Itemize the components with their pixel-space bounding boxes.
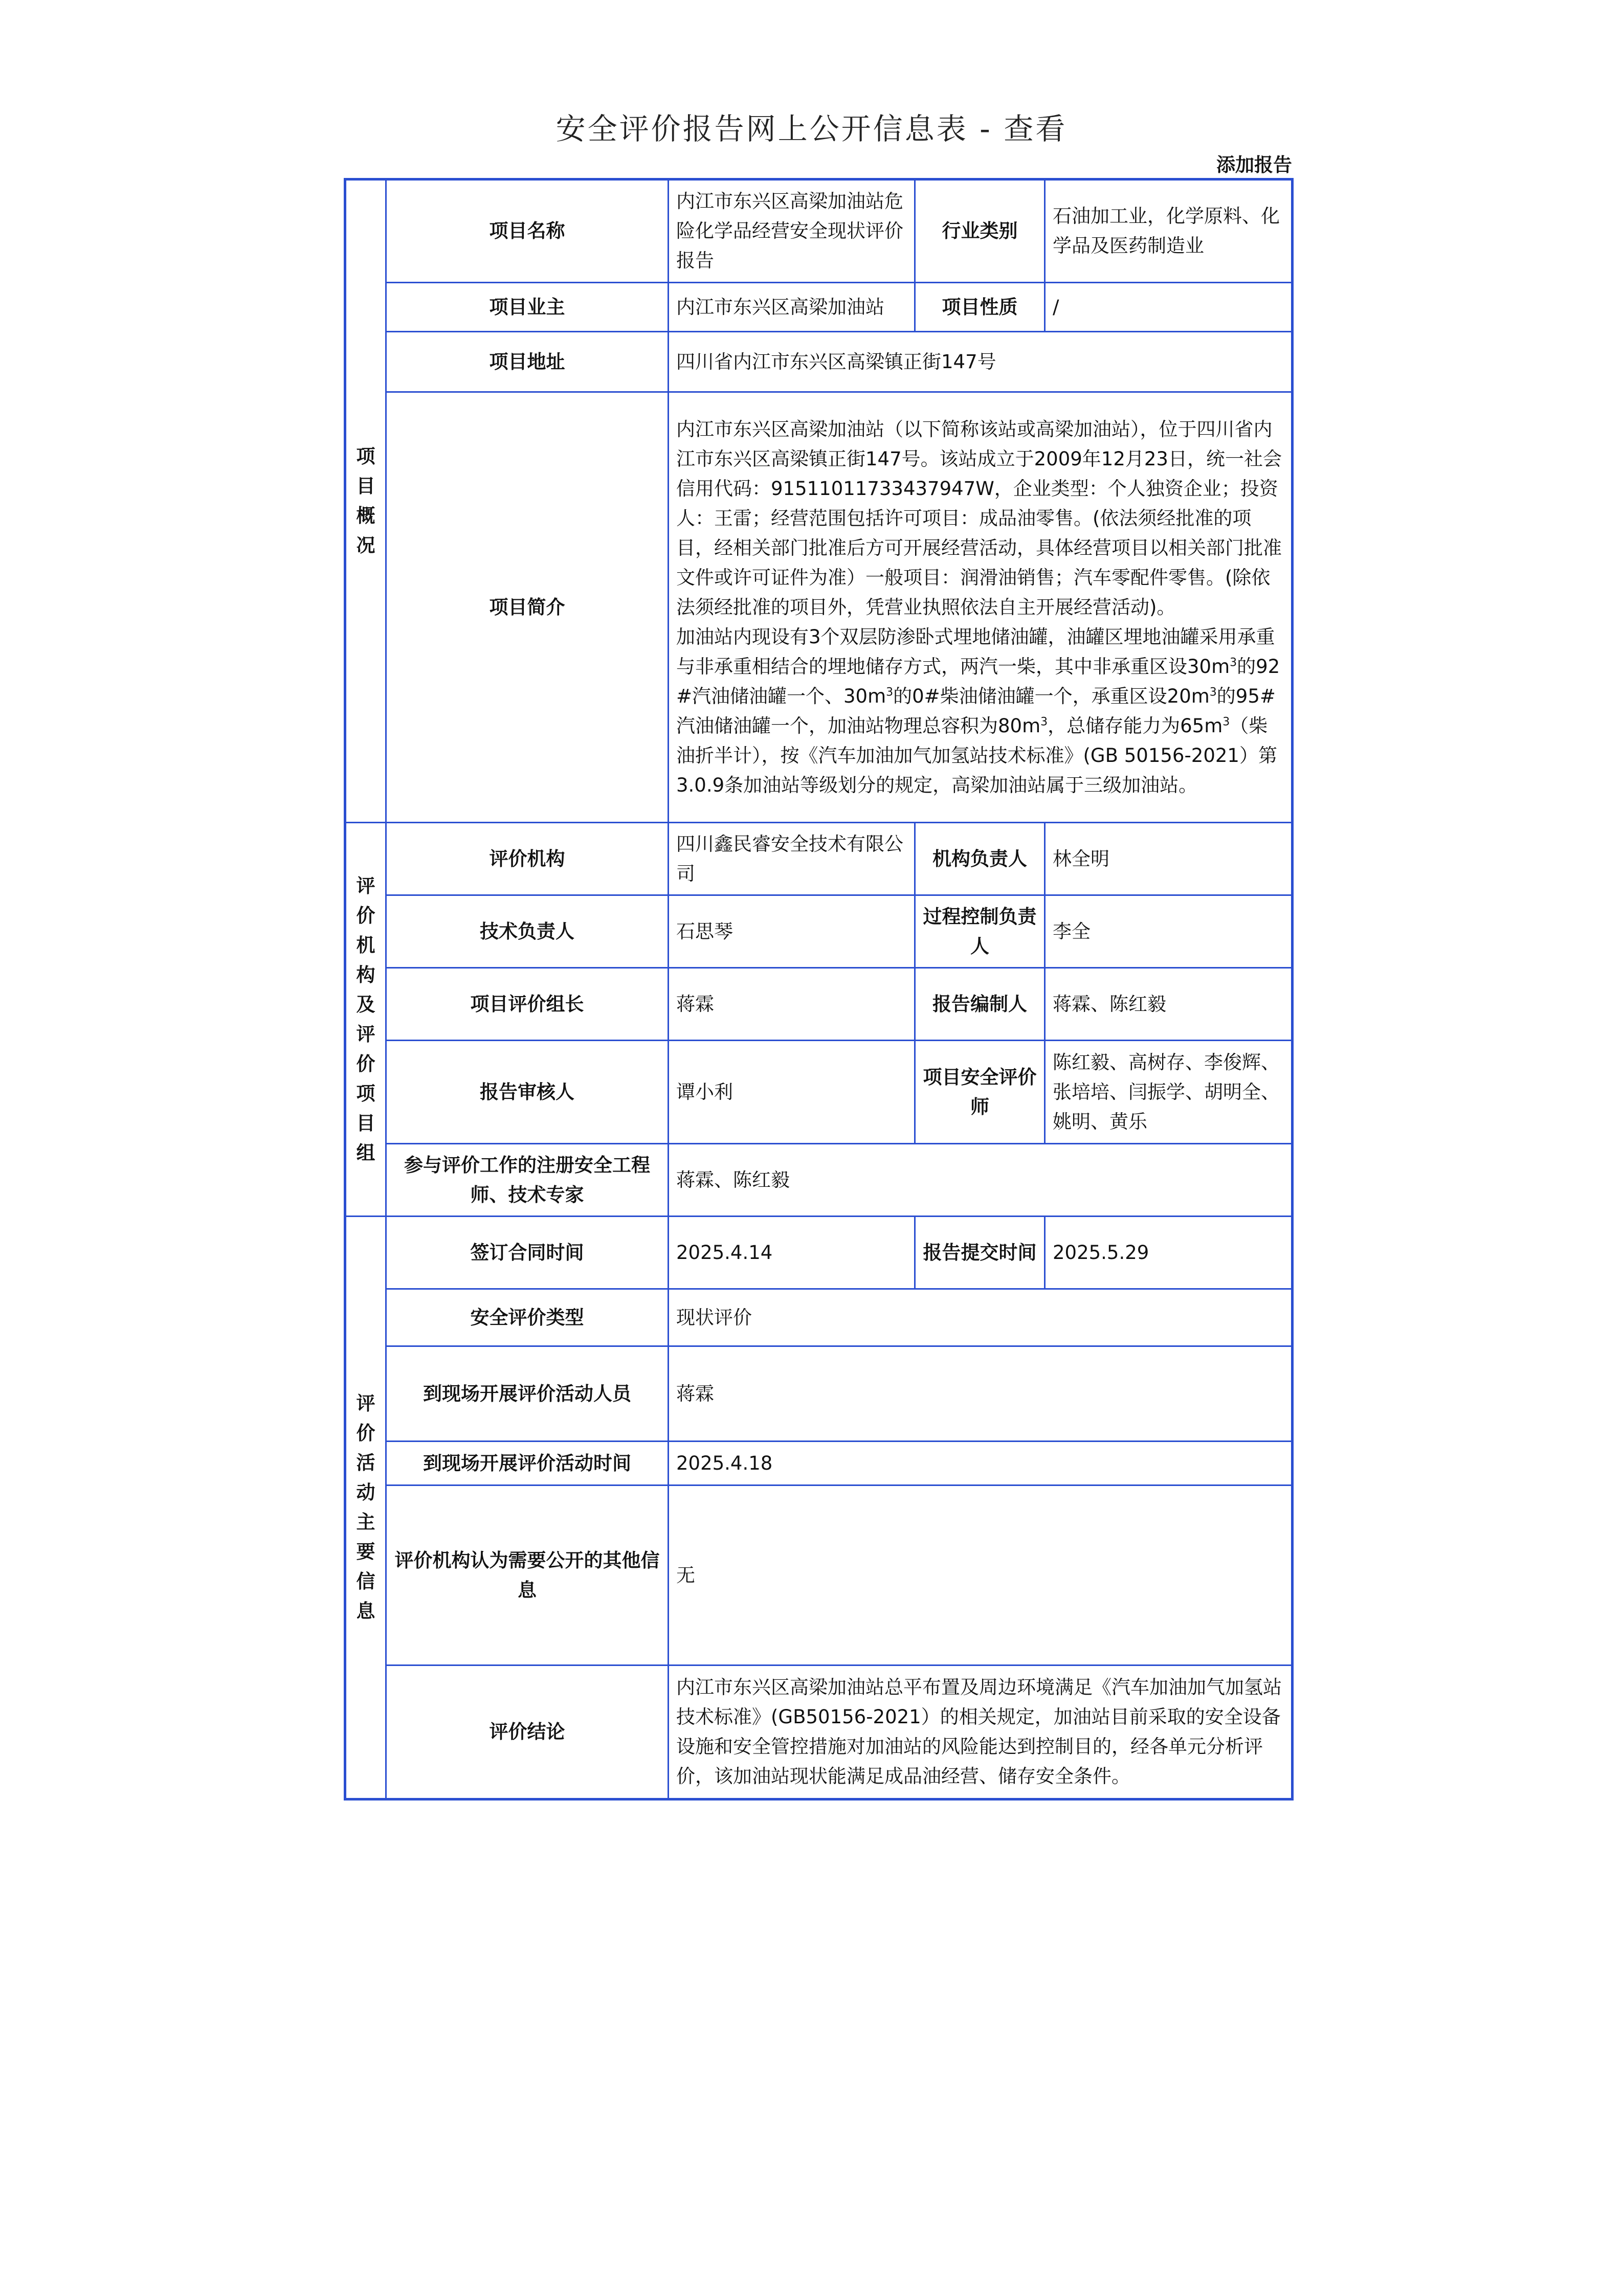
- row-other-info: [345, 1485, 1293, 1665]
- section-agency: 评价机构及评价项目组: [345, 823, 386, 1217]
- reviewer-value: 谭小利: [669, 1041, 915, 1144]
- contract-date-label: 签订合同时间: [386, 1217, 669, 1289]
- page-title: 安全评价报告网上公开信息表 - 查看: [555, 111, 1068, 146]
- submit-date-value: 2025.5.29: [1045, 1217, 1293, 1289]
- other-info-value: 无: [669, 1485, 1293, 1665]
- report-author-value: 蒋霖、陈红毅: [1045, 968, 1293, 1041]
- row-team-lead: [345, 968, 1293, 1041]
- org-head-value: 林全明: [1045, 823, 1293, 895]
- add-report-link[interactable]: 添加报告: [1216, 154, 1292, 176]
- tech-head-value: 石思琴: [669, 895, 915, 968]
- row-address: [345, 332, 1293, 392]
- industry-label: 行业类别: [915, 179, 1045, 283]
- engineers-value: 蒋霖、陈红毅: [669, 1144, 1293, 1217]
- section-activity: 评价活动主要信息: [345, 1217, 386, 1799]
- project-name-label: 项目名称: [386, 179, 669, 283]
- intro-paragraph-1: 内江市东兴区高梁加油站（以下简称该站或高梁加油站），位于四川省内江市东兴区高梁镇正街147号。该站成立于2009年12月23日，统一社会信用代码：91511011733437947W，企业类型：个人独资企业；投资人：王雷；经营范围包括许可项目：成品油零售。(依法须经批准的项目，经相关部门批准后方可开展经营活动，具体经营项目以相关部门批准文件或许可证件为准）一般项目：润滑油销售；汽车零配件零售。(除依法须经批准的项目外，凭营业执照依法自主开展经营活动)。: [676, 418, 1282, 618]
- owner-label: 项目业主: [386, 283, 669, 332]
- address-value: 四川省内江市东兴区高梁镇正街147号: [669, 332, 1293, 392]
- onsite-date-value: 2025.4.18: [669, 1442, 1293, 1485]
- type-value: 现状评价: [669, 1289, 1293, 1346]
- submit-date-label: 报告提交时间: [915, 1217, 1045, 1289]
- assessor-value: 陈红毅、高树存、李俊辉、张培培、闫振学、胡明全、姚明、黄乐: [1045, 1041, 1293, 1144]
- report-author-label: 报告编制人: [915, 968, 1045, 1041]
- row-intro: [345, 392, 1293, 823]
- reviewer-label: 报告审核人: [386, 1041, 669, 1144]
- row-onsite-date: [345, 1442, 1293, 1485]
- contract-date-value: 2025.4.14: [669, 1217, 915, 1289]
- row-dates: [345, 1217, 1293, 1289]
- row-owner: [345, 283, 1293, 332]
- row-reviewer: [345, 1041, 1293, 1144]
- conclusion-label: 评价结论: [386, 1665, 669, 1799]
- row-project-name: [345, 179, 1293, 283]
- nature-label: 项目性质: [915, 283, 1045, 332]
- industry-value: 石油加工业，化学原料、化学品及医药制造业: [1045, 179, 1293, 283]
- row-tech-head: [345, 895, 1293, 968]
- intro-value: [669, 392, 1293, 823]
- row-org: [345, 823, 1293, 895]
- type-label: 安全评价类型: [386, 1289, 669, 1346]
- project-name-value: 内江市东兴区高梁加油站危险化学品经营安全现状评价报告: [669, 179, 915, 283]
- assessor-label: 项目安全评价师: [915, 1041, 1045, 1144]
- process-head-label: 过程控制负责人: [915, 895, 1045, 968]
- nature-value: /: [1045, 283, 1293, 332]
- org-head-label: 机构负责人: [915, 823, 1045, 895]
- process-head-value: 李全: [1045, 895, 1293, 968]
- tech-head-label: 技术负责人: [386, 895, 669, 968]
- onsite-date-label: 到现场开展评价活动时间: [386, 1442, 669, 1485]
- onsite-staff-value: 蒋霖: [669, 1346, 1293, 1442]
- org-value: 四川鑫民睿安全技术有限公司: [669, 823, 915, 895]
- row-type: [345, 1289, 1293, 1346]
- info-table: [344, 178, 1294, 1800]
- owner-value: 内江市东兴区高梁加油站: [669, 283, 915, 332]
- address-label: 项目地址: [386, 332, 669, 392]
- intro-paragraph-2: 加油站内现设有3个双层防渗卧式埋地储油罐，油罐区埋地油罐采用承重与非承重相结合的埋地储存方式，两汽一柴，其中非承重区设$30m^3$的92#汽油储油罐一个、$30m^3$的0#柴油储油罐一个，承重区设$20m^3$的95#汽油储油罐一个，加油站物理总容积为$80m^3$，总储存能力为$65m^3$（柴油折半计），按《汽车加油加气加氢站技术标准》(GB 50156-2021）第3.0.9条加油站等级划分的规定，高梁加油站属于三级加油站。: [676, 625, 1280, 796]
- section-overview: 项目概况: [345, 179, 386, 823]
- team-lead-label: 项目评价组长: [386, 968, 669, 1041]
- row-engineers: [345, 1144, 1293, 1217]
- row-conclusion: [345, 1665, 1293, 1799]
- team-lead-value: 蒋霖: [669, 968, 915, 1041]
- other-info-label: 评价机构认为需要公开的其他信息: [386, 1485, 669, 1665]
- row-onsite-staff: [345, 1346, 1293, 1442]
- onsite-staff-label: 到现场开展评价活动人员: [386, 1346, 669, 1442]
- intro-label: 项目简介: [386, 392, 669, 823]
- engineers-label: 参与评价工作的注册安全工程师、技术专家: [386, 1144, 669, 1217]
- org-label: 评价机构: [386, 823, 669, 895]
- conclusion-value: 内江市东兴区高梁加油站总平布置及周边环境满足《汽车加油加气加氢站技术标准》(GB50156-2021）的相关规定，加油站目前采取的安全设备设施和安全管控措施对加油站的风险能达到控制目的，经各单元分析评价，该加油站现状能满足成品油经营、储存安全条件。: [669, 1665, 1293, 1799]
